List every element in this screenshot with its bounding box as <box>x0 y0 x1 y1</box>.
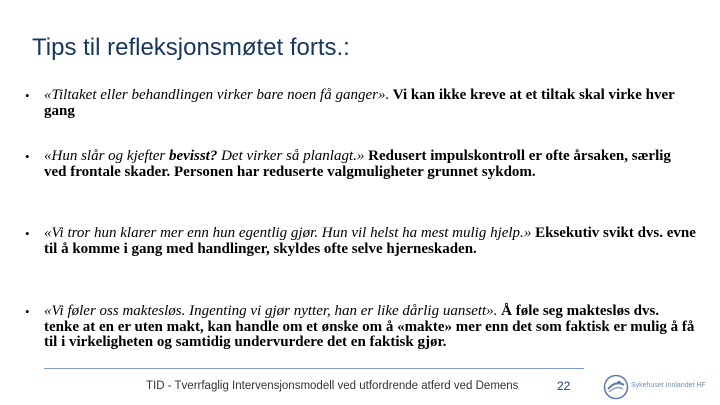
logo-text: Sykehuset Innlandet HF <box>631 382 706 389</box>
quote-close: » <box>356 148 365 164</box>
slide-title: Tips til refleksjonsmøtet forts.: <box>32 34 350 61</box>
quote-open: « <box>44 148 52 164</box>
bullet-statement: Å føle seg maktesløs dvs. tenke at en er uten makt, kan handle om et ønske om å «makte» mer enn det som faktisk er mulig å få til i virkeligheten og samtidig undervurdere det en faktisk gjør. <box>44 303 695 350</box>
bullet-quote-part: Hun slår og kjefter <box>51 148 169 164</box>
bullet-quote-part: Det virker så planlagt. <box>217 148 357 164</box>
bullet-quote: Vi tror hun klarer mer enn hun egentlig gjør. Hun vil helst ha mest mulig hjelp. <box>51 225 524 241</box>
quote-close: » <box>523 225 532 241</box>
bullet-dot: • <box>25 88 30 103</box>
bullet-text <box>44 226 696 257</box>
bullet-quote: Vi føler oss maktesløs. Ingenting vi gjør nytter, han er like dårlig uansett <box>51 303 487 319</box>
bullet-dot: • <box>25 226 30 241</box>
bullet-text <box>44 88 696 119</box>
bullet-text <box>44 149 696 180</box>
footer-text: TID - Tverrfaglig Intervensjonsmodell ved utfordrende atferd ved Demens <box>146 380 519 392</box>
bullet-statement: Vi kan ikke kreve at et tiltak skal virke hver gang <box>44 87 675 119</box>
bullet-statement: Redusert impulskontroll er ofte årsaken, særlig ved frontale skader. Personen har reduserte valgmuligheter grunnet sykdom. <box>44 148 671 180</box>
quote-open: « <box>44 225 52 241</box>
bullet-text <box>44 304 696 351</box>
hospital-logo <box>603 374 715 400</box>
bullet-statement: Eksekutiv svikt dvs. evne til å komme i gang med handlinger, skyldes ofte selve hjerneskaden. <box>44 225 696 257</box>
quote-close: ». <box>377 87 390 103</box>
quote-open: « <box>44 87 52 103</box>
quote-close: ». <box>486 303 498 319</box>
bullet-quote: Tiltaket eller behandlingen virker bare noen få ganger <box>51 87 378 103</box>
bullet-quote-emphasis: bevisst? <box>169 148 218 164</box>
quote-open: « <box>44 303 52 319</box>
sykehuset-innlandet-logo-icon <box>603 374 629 400</box>
footer-divider <box>44 368 584 369</box>
page-number: 22 <box>557 379 571 393</box>
bullet-dot: • <box>25 149 30 164</box>
bullet-dot: • <box>25 304 30 319</box>
